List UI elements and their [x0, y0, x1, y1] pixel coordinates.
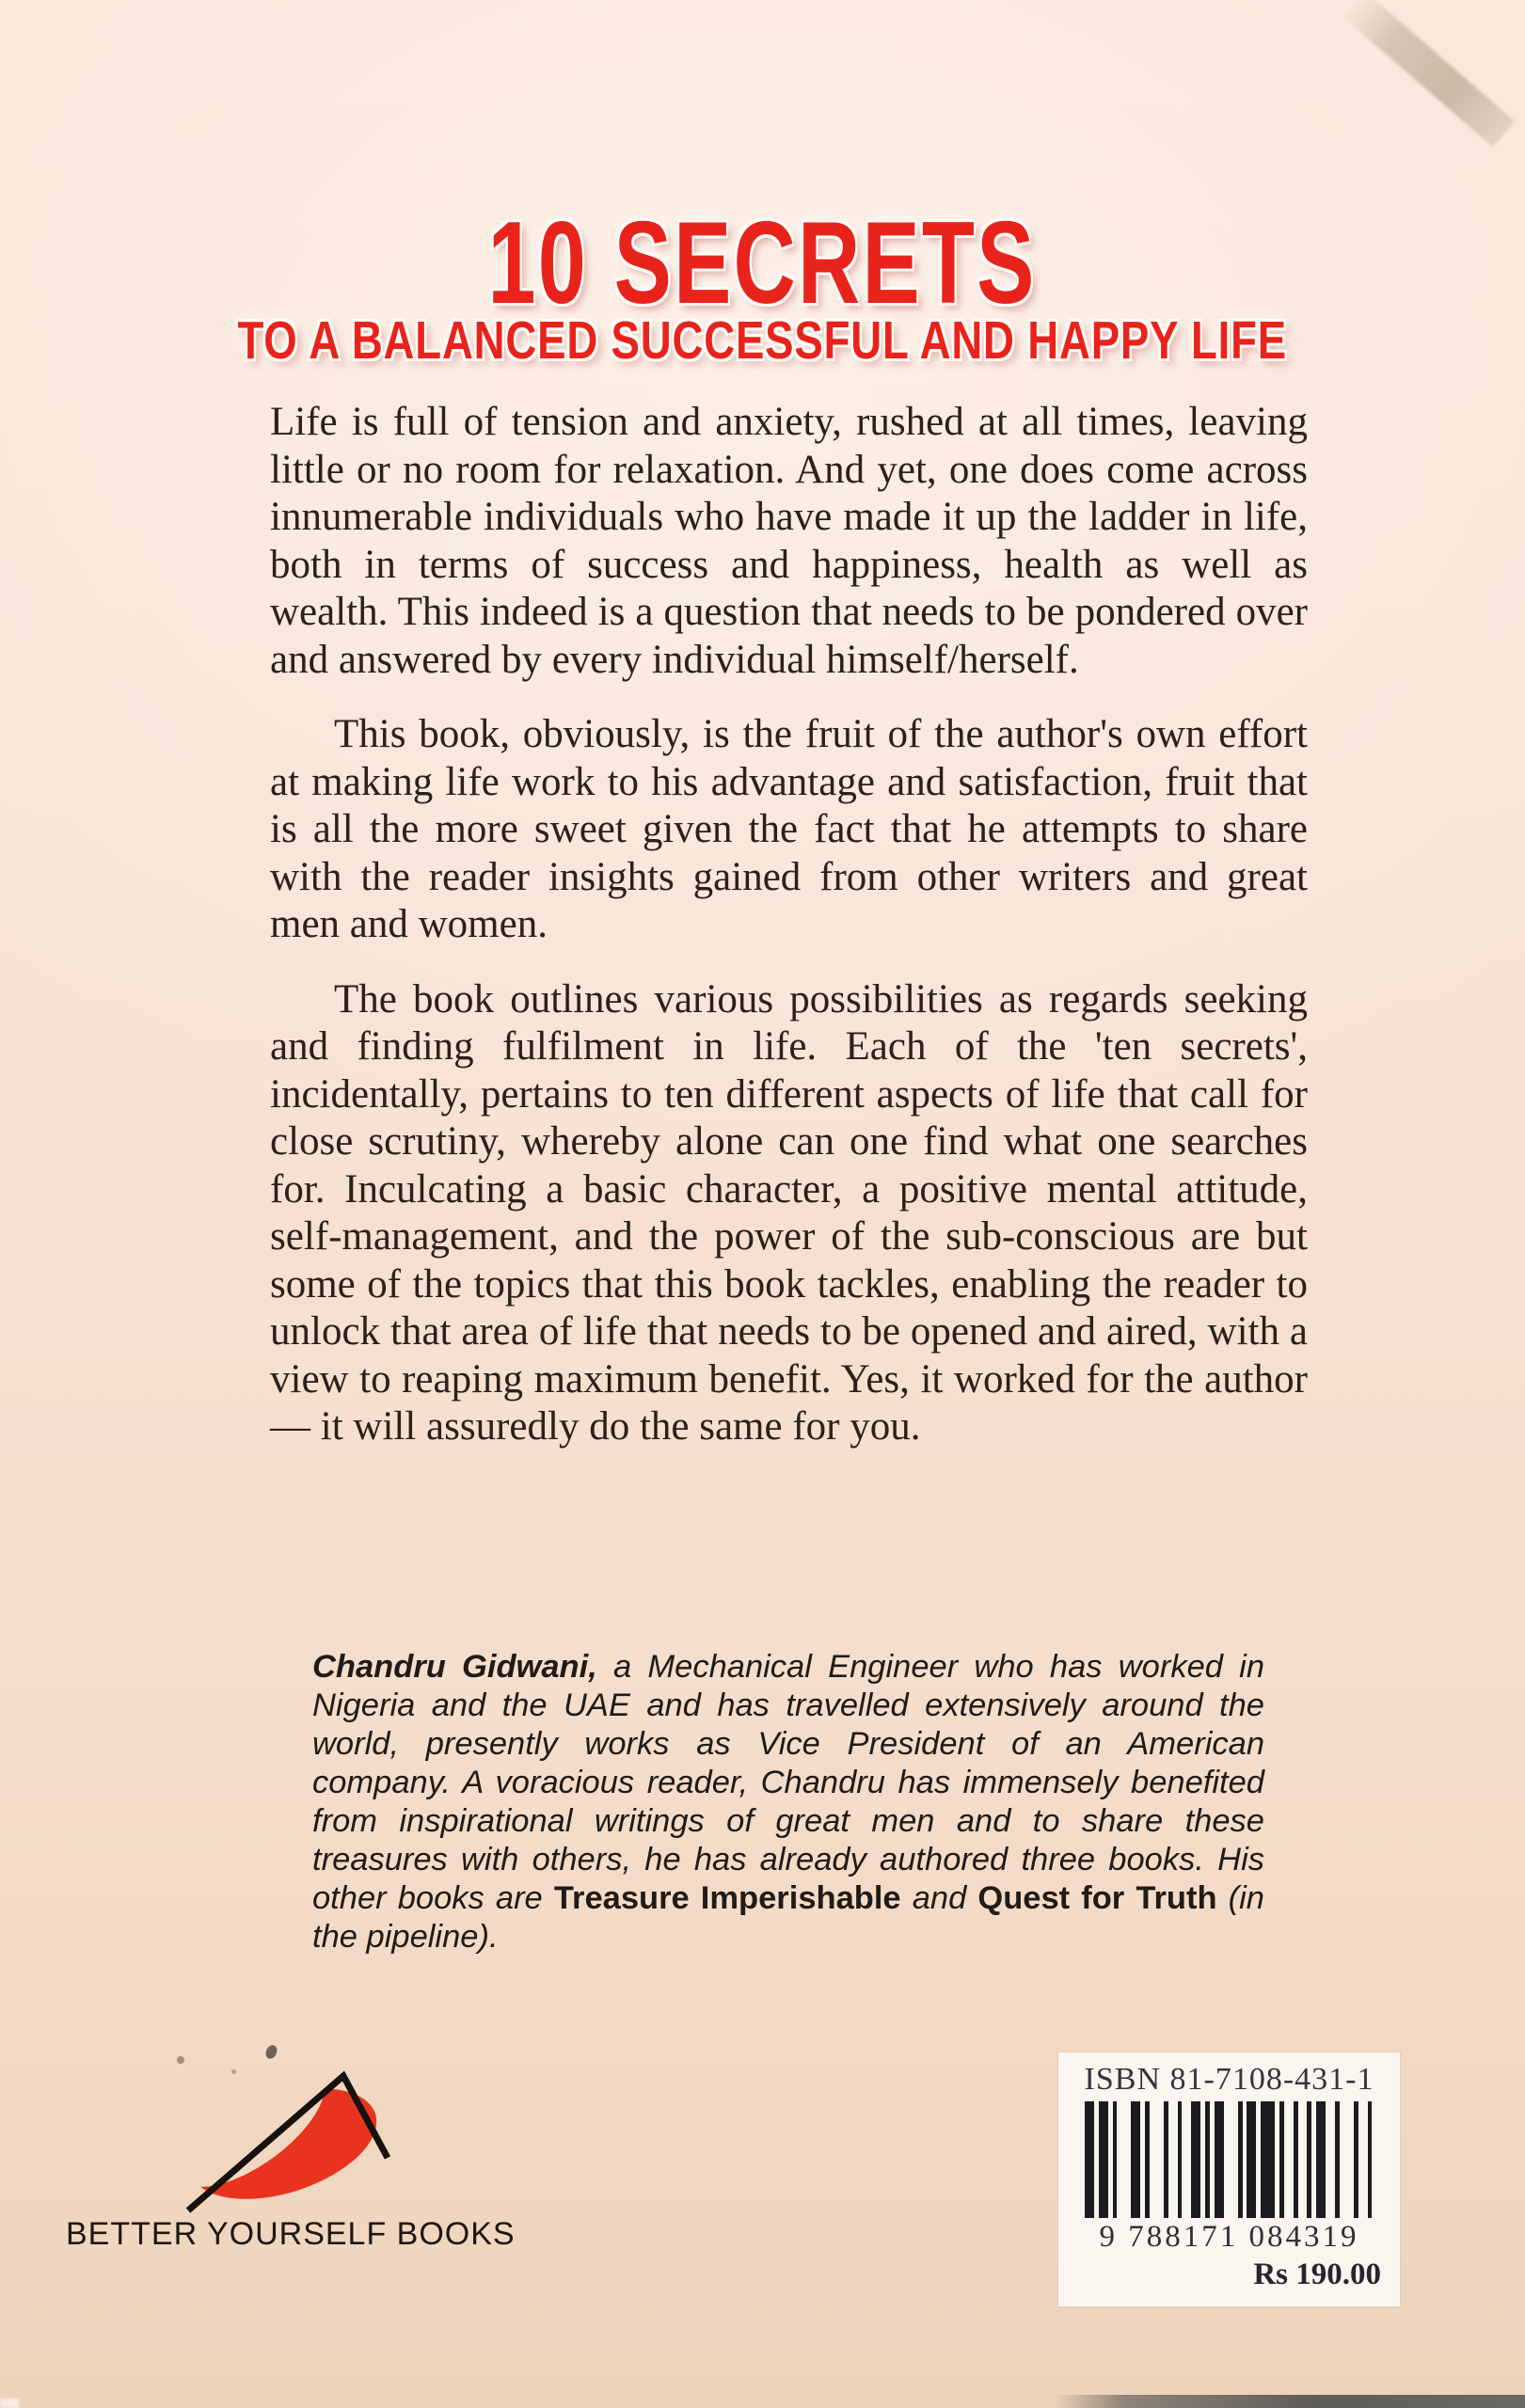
bio-book-title-1: Treasure Imperishable [553, 1880, 901, 1916]
barcode-icon [1085, 2101, 1374, 2218]
photo-edge-highlight [0, 2399, 19, 2408]
book-title-text: 10 SECRETS [487, 198, 1038, 328]
publisher-logo-icon [158, 2056, 433, 2231]
synopsis-paragraph-3: The book outlines various possibilities as regards seeking and finding fulfilment in life. Each of the 'ten secrets', incidentally, pertains to ten different aspects of life that call for close scrutiny, whereby alone can one find what one searches for. Inculcating a basic character, a positive mental attitude, self-management, and the power of the sub-conscious are but some of the topics that this book tackles, enabling the reader to unlock that area of life that needs to be opened and aired, with a view to reaping maximum benefit. Yes, it worked for the author — it will assuredly do the same for you. [270, 976, 1308, 1449]
photo-edge-shadow [1054, 2395, 1525, 2408]
bio-text-3: (in the pipeline). [312, 1880, 1264, 1955]
title-block [0, 198, 1525, 371]
price-label: Rs 190.00 [1253, 2258, 1381, 2291]
paper-speck [231, 2069, 236, 2074]
synopsis-paragraph-1: Life is full of tension and anxiety, rushed at all times, leaving little or no room for relaxation. And yet, one does come across innumerable individuals who have made it up the ladder in life, both in terms of success and happiness, health as well as wealth. This indeed is a question that needs to be pondered over and answered by every individual himself/herself. [270, 400, 1308, 682]
paper-speck [177, 2056, 184, 2064]
bio-text-2: and [900, 1880, 978, 1916]
isbn-number: ISBN 81-7108-431-1 [1084, 2062, 1374, 2097]
crease-mark [1340, 0, 1515, 147]
synopsis [270, 399, 1308, 1479]
isbn-box [1058, 2052, 1400, 2306]
book-subtitle-text: TO A BALANCED SUCCESSFUL AND HAPPY LIFE [237, 310, 1288, 371]
synopsis-paragraph-2: This book, obviously, is the fruit of the author's own effort at making life work to his advantage and satisfaction, fruit that is all the more sweet given the fact that he attempts to share with the reader insights gained from other writers and great men and women. [270, 712, 1308, 946]
author-name: Chandru Gidwani, [312, 1649, 597, 1685]
book-title [0, 198, 1525, 328]
barcode-digits: 9 788171 084319 [1099, 2220, 1359, 2254]
bio-book-title-2: Quest for Truth [977, 1880, 1217, 1916]
bio-text-1: a Mechanical Engineer who has worked in Nigeria and the UAE and has travelled extensively around the world, presently works as Vice President of an American company. A voracious reader, Chandru has immensely benefited from inspirational writings of great men and to share these treasures with others, he has already authored three books. His other books are [312, 1649, 1265, 1916]
book-subtitle [0, 310, 1525, 371]
author-bio [312, 1648, 1264, 1956]
publisher-name: BETTER YOURSELF BOOKS [66, 2216, 516, 2252]
